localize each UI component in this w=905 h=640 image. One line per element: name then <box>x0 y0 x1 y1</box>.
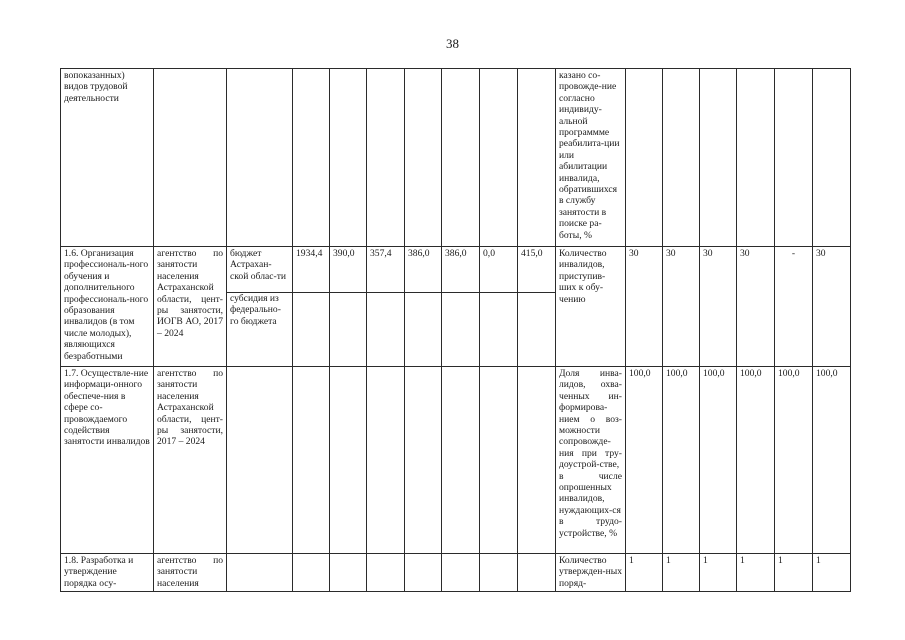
amount-cell <box>330 367 367 554</box>
indicator-cell: казано со-провожде-ние согласно индивиду-альной программме реабилита-ции или абилитации инвалида, обратившихся в службу занятости в поиске ра-боты, % <box>556 69 626 247</box>
amount-cell <box>330 69 367 247</box>
amount-value: 386,0 <box>445 248 467 259</box>
amount-divider <box>518 292 555 293</box>
indicator-value-cell: 100,0 <box>663 367 700 554</box>
amount-value: 415,0 <box>521 248 543 259</box>
executor-cell: агентство по занятости населения Астраханской области, цент-ры занятости, 2017 – 2024 <box>154 367 227 554</box>
indicator-value-cell: 100,0 <box>813 367 851 554</box>
indicator-value-cell: 1 <box>813 554 851 592</box>
program-table <box>60 68 851 592</box>
indicator-value-cell: 30 <box>813 247 851 367</box>
table-row <box>61 69 851 247</box>
indicator-value-cell <box>813 69 851 247</box>
indicator-value-cell: 1 <box>775 554 813 592</box>
amount-cell <box>293 247 330 367</box>
amount-cell <box>405 367 442 554</box>
amount-divider <box>480 292 517 293</box>
amount-value: 390,0 <box>333 248 355 259</box>
event-cell: 1.7. Осуществле-ние информаци-онного обеспече-ния в сфере со-провождаемого содействия занятости инвалидов <box>61 367 154 554</box>
indicator-value-cell: 30 <box>663 247 700 367</box>
funding-source-cell <box>227 247 293 367</box>
funding-source-regional: бюджет Астрахан-ской облас-ти <box>230 248 287 282</box>
indicator-value-cell: 100,0 <box>775 367 813 554</box>
amount-cell <box>293 554 330 592</box>
amount-cell <box>442 247 480 367</box>
amount-divider <box>405 292 441 293</box>
amount-divider <box>330 292 366 293</box>
amount-cell <box>293 367 330 554</box>
funding-source-cell <box>227 367 293 554</box>
amount-cell <box>480 69 518 247</box>
page-number: 38 <box>446 36 459 51</box>
funding-source-cell <box>227 554 293 592</box>
indicator-value-cell: 30 <box>700 247 737 367</box>
amount-cell <box>480 247 518 367</box>
amount-divider <box>442 292 479 293</box>
amount-cell <box>330 554 367 592</box>
amount-value: 357,4 <box>370 248 392 259</box>
amount-cell <box>518 247 556 367</box>
amount-cell <box>405 69 442 247</box>
amount-cell <box>367 69 405 247</box>
indicator-value-cell <box>700 69 737 247</box>
indicator-value-cell: 30 <box>737 247 775 367</box>
indicator-value-cell: 1 <box>737 554 775 592</box>
indicator-value-cell <box>663 69 700 247</box>
amount-cell <box>330 247 367 367</box>
indicator-value-cell: 100,0 <box>700 367 737 554</box>
amount-cell <box>367 554 405 592</box>
amount-divider <box>293 292 329 293</box>
amount-cell <box>480 367 518 554</box>
event-cell: вопоказанных) видов трудовой деятельности <box>61 69 154 247</box>
amount-cell <box>518 554 556 592</box>
executor-cell <box>154 69 227 247</box>
funding-source-cell <box>227 69 293 247</box>
indicator-value-cell: 1 <box>700 554 737 592</box>
amount-cell <box>293 69 330 247</box>
indicator-value-cell: 100,0 <box>626 367 663 554</box>
indicator-value-cell: - <box>775 247 813 367</box>
indicator-cell: Доля инва-лидов, охва-ченных ин-формирова-нием о воз-можности сопровожде-ния при тру-доустрой-стве, в числе опрошенных инвалидов, нуждающих-ся в трудо-устройстве, % <box>556 367 626 554</box>
indicator-value-cell: 1 <box>663 554 700 592</box>
indicator-value-cell <box>737 69 775 247</box>
executor-cell: агентство по занятости населения Астраханской области, цент-ры занятости, ИОГВ АО, 2017 – 2024 <box>154 247 227 367</box>
amount-cell <box>442 367 480 554</box>
indicator-value-cell <box>626 69 663 247</box>
indicator-value-cell: 100,0 <box>737 367 775 554</box>
table-row <box>61 367 851 554</box>
amount-cell <box>442 554 480 592</box>
indicator-value-cell: 30 <box>626 247 663 367</box>
amount-cell <box>518 367 556 554</box>
indicator-cell: Количество утвержден-ных поряд- <box>556 554 626 592</box>
funding-source-federal: субсидия из федерально-го бюджета <box>230 293 281 327</box>
event-cell: 1.8. Разработка и утверждение порядка осу- <box>61 554 154 592</box>
indicator-value-cell <box>775 69 813 247</box>
amount-cell <box>480 554 518 592</box>
amount-cell <box>442 69 480 247</box>
table-row <box>61 554 851 592</box>
amount-cell <box>367 367 405 554</box>
amount-cell <box>405 247 442 367</box>
amount-divider <box>367 292 404 293</box>
table-row <box>61 247 851 367</box>
indicator-value-cell: 1 <box>626 554 663 592</box>
amount-cell <box>367 247 405 367</box>
event-cell: 1.6. Организация профессиональ-ного обучения и дополнительного профессиональ-ного образования инвалидов (в том числе молодых), являющихся безработными <box>61 247 154 367</box>
amount-value: 0,0 <box>483 248 495 259</box>
amount-cell <box>405 554 442 592</box>
executor-cell: агентство по занятости населения <box>154 554 227 592</box>
amount-value: 1934,4 <box>296 248 323 259</box>
indicator-cell: Количество инвалидов, приступив-ших к обу-чению <box>556 247 626 367</box>
amount-value: 386,0 <box>408 248 430 259</box>
amount-cell <box>518 69 556 247</box>
